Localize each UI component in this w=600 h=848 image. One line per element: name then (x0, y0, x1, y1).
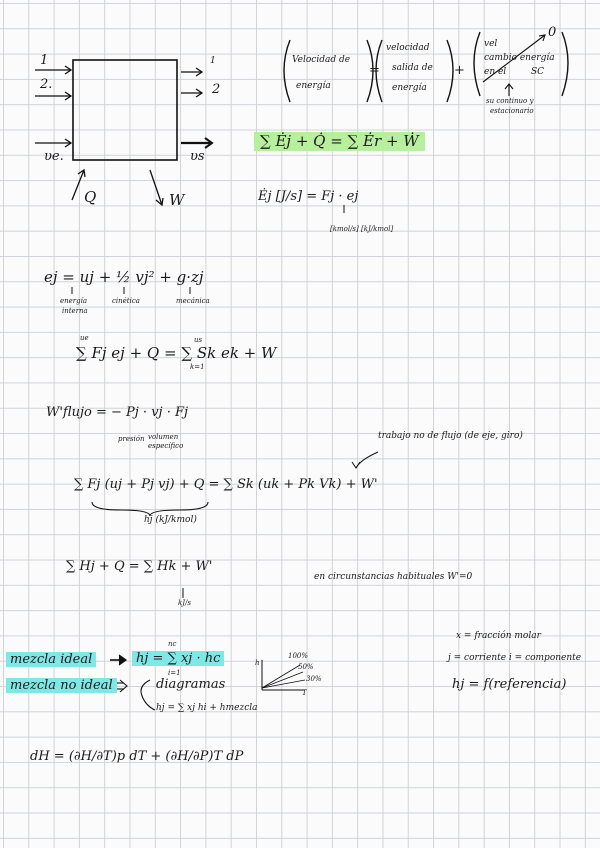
ej-units: [kmol/s] [kJ/kmol] (330, 225, 394, 233)
plus-sign-1: + (454, 63, 465, 78)
ideal-mixture-label: mezcla ideal (6, 652, 96, 667)
shaft-work-annotation: trabajo no de flujo (de eje, giro) (378, 431, 523, 441)
units-kjs: kJ/s (178, 599, 191, 607)
label-kinetic: cinética (112, 297, 140, 305)
outlet-label-s: υs (190, 149, 205, 164)
legend-molar-fraction: x = fracción molar (456, 631, 541, 641)
inlet-label-e: υe. (44, 149, 64, 164)
balance-term-2-line-1: velocidad (386, 43, 430, 53)
inlet-label-2: 2. (40, 77, 53, 92)
balance-4: ∑ Hj + Q = ∑ Hk + W' (66, 559, 213, 574)
enthalpy-label: hj (kJ/kmol) (144, 515, 197, 525)
inlet-label-1: 1 (40, 53, 49, 68)
pressure-label: presión (118, 435, 145, 443)
outlet-label-1: 1 (210, 56, 216, 66)
diagrams-label: diagramas (156, 677, 226, 692)
ej-definition: Ėj [J/s] = Fj · ej (258, 189, 359, 204)
ideal-mixture-eq: hj = ∑ xj · hc (132, 651, 224, 666)
ej-expansion: ej = uj + ½ vj² + g·zj (44, 268, 204, 286)
heat-label: Q (84, 188, 97, 206)
balance-term-3-value: 0 (548, 25, 557, 40)
legend-reference: hj = f(referencia) (452, 677, 567, 692)
nonideal-mixture-label: mezcla no ideal (6, 678, 117, 693)
control-volume-box (73, 60, 177, 160)
ideal-sum-lower: i=1 (168, 669, 181, 677)
label-internal-energy-2: interna (62, 307, 88, 315)
legend-stream-component: j = corriente i = componente (448, 653, 582, 663)
flow-work-eq: W'flujo = − Pj · vj · Fj (46, 405, 189, 420)
steady-note-line-1: su continuo y (486, 97, 534, 105)
work-arrow (150, 170, 162, 205)
balance-2-k-index: k=1 (190, 363, 205, 371)
graph-axis-x: T (302, 689, 307, 697)
balance-term-3-line-3: en el (484, 67, 507, 77)
graph-curve-50: 50% (298, 663, 314, 671)
balance-term-1-line-2: energía (296, 81, 331, 91)
heat-arrow (72, 170, 84, 200)
nonideal-mixture-eq: hj = ∑ xj hi + hmezcla (156, 703, 258, 713)
usual-circumstances: en circunstancias habituales W'=0 (314, 572, 473, 582)
balance-term-2-line-2: salida de (392, 63, 433, 73)
balance-term-1-line-1: Velocidad de (292, 55, 351, 65)
label-mechanical: mecánica (176, 297, 210, 305)
balance-2-sum-lower: ue (80, 334, 89, 342)
balance-term-2-line-3: energía (392, 83, 427, 93)
balance-2: ∑ Fj ej + Q = ∑ Sk ek + W (76, 344, 277, 362)
balance-term-3-line-2: cambio energía (484, 53, 555, 63)
volume-label-1: volumen (148, 433, 179, 441)
volume-label-2: específico (148, 442, 184, 450)
balance-3: ∑ Fj (uj + Pj vj) + Q = ∑ Sk (uk + Pk Vk) + W' (74, 477, 378, 492)
main-energy-balance: ∑ Ėj + Q̇ = ∑ Ėr + Ẇ (254, 132, 425, 151)
outlet-label-2: 2 (212, 82, 221, 97)
balance-term-3-line-1: vel (484, 39, 498, 49)
dh-total-differential: dH = (∂H/∂T)p dT + (∂H/∂P)T dP (30, 749, 244, 764)
graph-curve-30: 30% (306, 675, 322, 683)
equals-sign-1: = (369, 63, 380, 78)
steady-note-line-2: estacionario (490, 107, 534, 115)
ideal-sum-upper: nc (168, 640, 177, 648)
graph-curve-100: 100% (288, 652, 309, 660)
graph-axis-y: h (255, 659, 260, 667)
balance-2-sum-upper: us (194, 336, 203, 344)
balance-term-3-line-4: SC (531, 67, 545, 77)
work-label: W (169, 191, 185, 209)
label-internal-energy-1: energía (60, 297, 88, 305)
